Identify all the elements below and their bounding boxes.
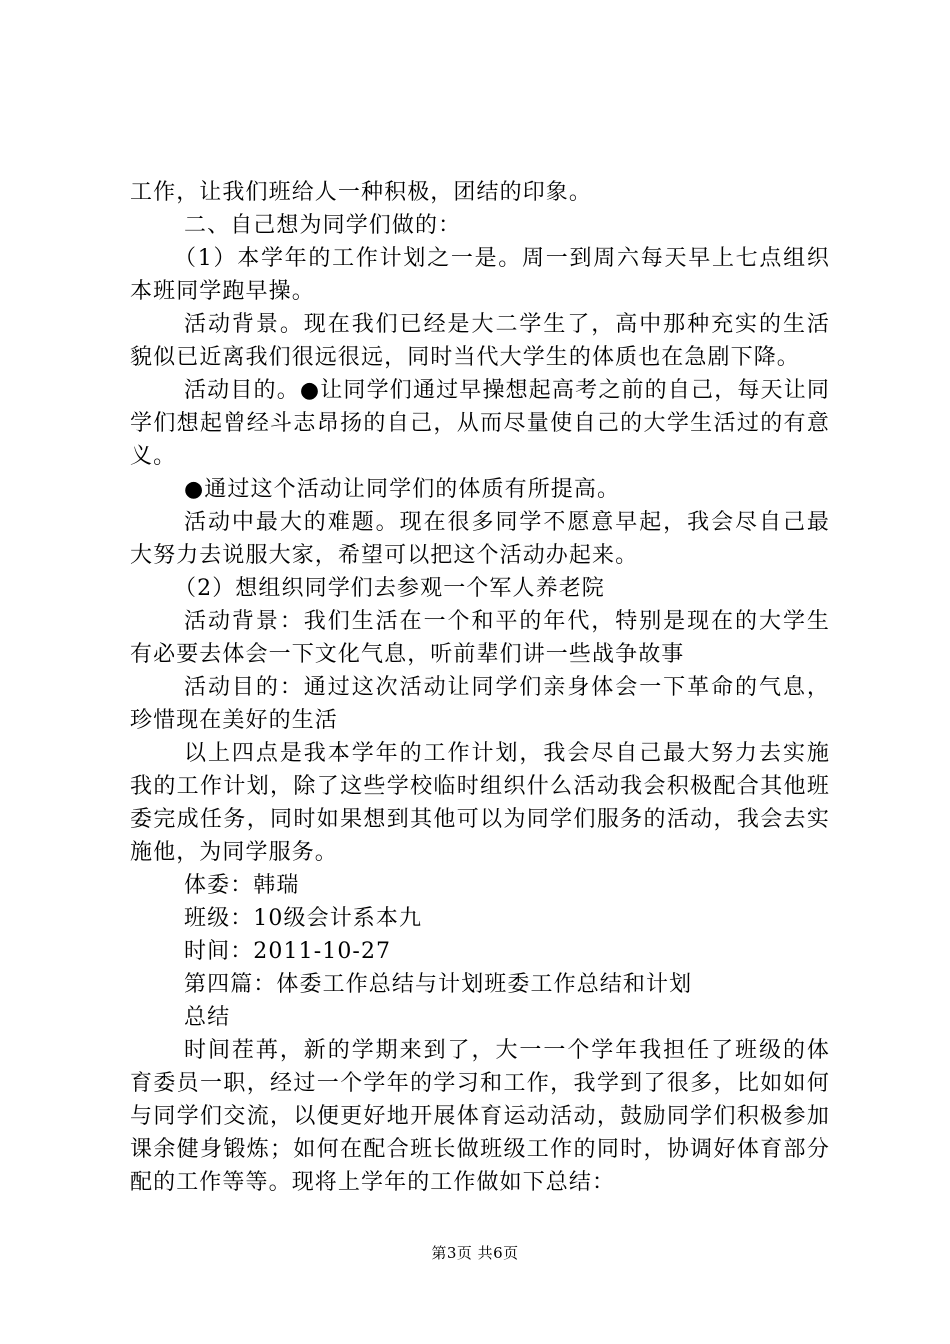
chapter-title: 第四篇：体委工作总结与计划班委工作总结和计划 — [184, 972, 693, 997]
paragraph: （1）本学年的工作计划之一是。周一到周六每天早上七点组织本班同学跑早操。 — [130, 246, 830, 304]
paragraph: 以上四点是我本学年的工作计划，我会尽自己最大努力去实施我的工作计划，除了这些学校临时组织什么活动我会积极配合其他班委完成任务，同时如果想到其他可以为同学们服务的活动，我会去实施他，为同学服务。 — [130, 741, 830, 865]
paragraph: ●通过这个活动让同学们的体质有所提高。 — [184, 477, 621, 502]
paragraph: 活动背景。现在我们已经是大二学生了，高中那种充实的生活貌似已近离我们很远很远，同时当代大学生的体质也在急剧下降。 — [130, 312, 830, 370]
paragraph: （2）想组织同学们去参观一个军人养老院 — [174, 576, 605, 601]
paragraph: 活动背景：我们生活在一个和平的年代，特别是现在的大学生有必要去体会一下文化气息，听前辈们讲一些战争故事 — [130, 609, 830, 667]
section-heading: 总结 — [184, 1005, 231, 1030]
signature-date: 时间：2011-10-27 — [184, 939, 392, 964]
paragraph: 活动中最大的难题。现在很多同学不愿意早起，我会尽自己最大努力去说服大家，希望可以把这个活动办起来。 — [130, 510, 830, 568]
paragraph: 活动目的。●让同学们通过早操想起高考之前的自己，每天让同学们想起曾经斗志昂扬的自己，从而尽量使自己的大学生活过的有意义。 — [130, 378, 830, 469]
signature-class: 班级：10级会计系本九 — [184, 906, 423, 931]
paragraph: 时间茬苒，新的学期来到了，大一一个学年我担任了班级的体育委员一职，经过一个学年的学习和工作，我学到了很多，比如如何与同学们交流，以便更好地开展体育运动活动，鼓励同学们积极参加课余健身锻炼；如何在配合班长做班级工作的同时，协调好体育部分配的工作等等。现将上学年的工作做如下总结： — [130, 1038, 830, 1195]
signature-role: 体委：韩瑞 — [184, 873, 300, 898]
paragraph: 活动目的：通过这次活动让同学们亲身体会一下革命的气息，珍惜现在美好的生活 — [130, 675, 830, 733]
document-body — [130, 176, 830, 1199]
section-heading: 二、自己想为同学们做的： — [184, 213, 462, 238]
paragraph: 工作，让我们班给人一种积极，团结的印象。 — [130, 180, 593, 205]
page-number-footer: 第3页 共6页 — [431, 1244, 519, 1262]
